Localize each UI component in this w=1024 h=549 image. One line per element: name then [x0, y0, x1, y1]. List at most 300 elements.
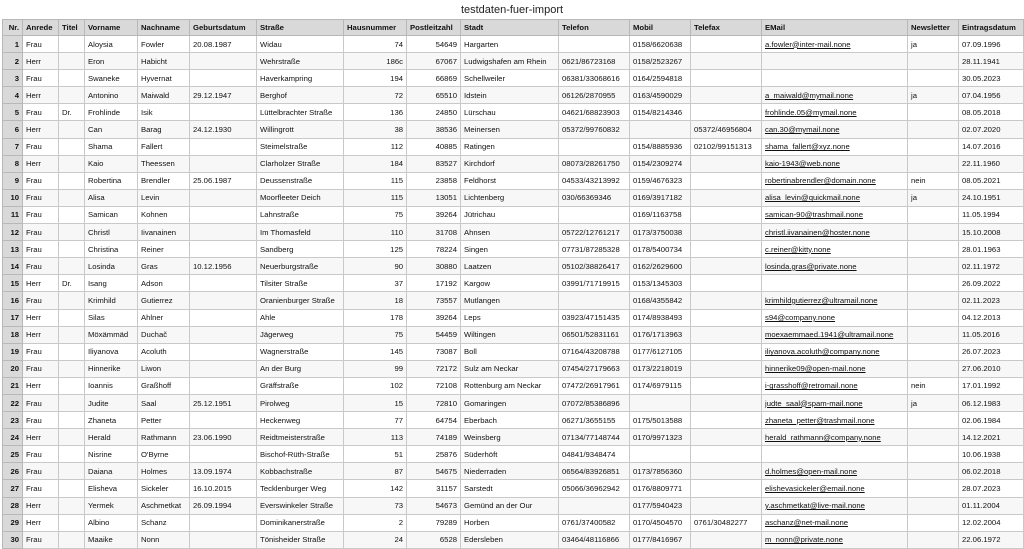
- cell-telefax[interactable]: [691, 206, 762, 223]
- cell-email[interactable]: a_maiwald@mymail.none: [762, 87, 908, 104]
- cell-nr[interactable]: 8: [3, 155, 23, 172]
- cell-eintragsdatum[interactable]: 02.11.1972: [959, 258, 1024, 275]
- cell-stadt[interactable]: Weinsberg: [461, 429, 559, 446]
- cell-mobil[interactable]: 0159/4676323: [630, 172, 691, 189]
- cell-nachname[interactable]: Maiwald: [138, 87, 190, 104]
- table-row[interactable]: [3, 394, 1024, 411]
- cell-mobil[interactable]: [630, 121, 691, 138]
- cell-stadt[interactable]: Boll: [461, 343, 559, 360]
- cell-stadt[interactable]: Niederraden: [461, 463, 559, 480]
- cell-hausnummer[interactable]: 142: [344, 480, 407, 497]
- cell-mobil[interactable]: 0176/8809771: [630, 480, 691, 497]
- cell-newsletter[interactable]: [908, 70, 959, 87]
- cell-nr[interactable]: 10: [3, 189, 23, 206]
- cell-telefon[interactable]: 030/66369346: [559, 189, 630, 206]
- cell-telefax[interactable]: [691, 531, 762, 548]
- cell-postleitzahl[interactable]: 65510: [407, 87, 461, 104]
- cell-eintragsdatum[interactable]: 06.12.1983: [959, 394, 1024, 411]
- table-row[interactable]: [3, 121, 1024, 138]
- cell-eintragsdatum[interactable]: 11.05.1994: [959, 206, 1024, 223]
- cell-stadt[interactable]: Süderhöft: [461, 446, 559, 463]
- cell-anrede[interactable]: Frau: [23, 138, 59, 155]
- cell-telefax[interactable]: [691, 36, 762, 53]
- cell-nr[interactable]: 4: [3, 87, 23, 104]
- cell-telefax[interactable]: [691, 412, 762, 429]
- cell-vorname[interactable]: Herald: [85, 429, 138, 446]
- table-row[interactable]: [3, 343, 1024, 360]
- cell-geburtsdatum[interactable]: [190, 326, 257, 343]
- cell-hausnummer[interactable]: 73: [344, 497, 407, 514]
- cell-telefax[interactable]: [691, 224, 762, 241]
- cell-titel[interactable]: [59, 309, 85, 326]
- cell-postleitzahl[interactable]: 64754: [407, 412, 461, 429]
- cell-nachname[interactable]: Levin: [138, 189, 190, 206]
- cell-newsletter[interactable]: [908, 412, 959, 429]
- cell-anrede[interactable]: Herr: [23, 53, 59, 70]
- cell-hausnummer[interactable]: 125: [344, 241, 407, 258]
- cell-postleitzahl[interactable]: 73087: [407, 343, 461, 360]
- cell-nachname[interactable]: Gras: [138, 258, 190, 275]
- table-row[interactable]: [3, 360, 1024, 377]
- column-header-nr[interactable]: Nr.: [3, 20, 23, 36]
- cell-vorname[interactable]: Kaio: [85, 155, 138, 172]
- cell-postleitzahl[interactable]: 17192: [407, 275, 461, 292]
- cell-hausnummer[interactable]: 115: [344, 189, 407, 206]
- cell-email[interactable]: frohlinde.05@mymail.none: [762, 104, 908, 121]
- cell-email[interactable]: zhaneta_petter@trashmail.none: [762, 412, 908, 429]
- cell-hausnummer[interactable]: 15: [344, 394, 407, 411]
- cell-geburtsdatum[interactable]: [190, 446, 257, 463]
- cell-eintragsdatum[interactable]: 12.02.2004: [959, 514, 1024, 531]
- cell-newsletter[interactable]: [908, 241, 959, 258]
- cell-anrede[interactable]: Frau: [23, 360, 59, 377]
- cell-vorname[interactable]: Nisrine: [85, 446, 138, 463]
- cell-telefon[interactable]: [559, 138, 630, 155]
- cell-stadt[interactable]: Lichtenberg: [461, 189, 559, 206]
- cell-titel[interactable]: [59, 377, 85, 394]
- cell-stadt[interactable]: Sarstedt: [461, 480, 559, 497]
- cell-nr[interactable]: 27: [3, 480, 23, 497]
- cell-geburtsdatum[interactable]: [190, 360, 257, 377]
- cell-stadt[interactable]: Meinersen: [461, 121, 559, 138]
- cell-stadt[interactable]: Leps: [461, 309, 559, 326]
- cell-newsletter[interactable]: [908, 258, 959, 275]
- cell-mobil[interactable]: [630, 394, 691, 411]
- cell-stra-e[interactable]: Sandberg: [257, 241, 344, 258]
- cell-anrede[interactable]: Frau: [23, 172, 59, 189]
- column-header-stra-e[interactable]: Straße: [257, 20, 344, 36]
- table-row[interactable]: [3, 172, 1024, 189]
- cell-nr[interactable]: 5: [3, 104, 23, 121]
- cell-nachname[interactable]: Sickeler: [138, 480, 190, 497]
- table-row[interactable]: [3, 206, 1024, 223]
- table-row[interactable]: [3, 104, 1024, 121]
- cell-telefon[interactable]: 04621/68823903: [559, 104, 630, 121]
- column-header-titel[interactable]: Titel: [59, 20, 85, 36]
- column-header-telefon[interactable]: Telefon: [559, 20, 630, 36]
- column-header-anrede[interactable]: Anrede: [23, 20, 59, 36]
- cell-nachname[interactable]: Adson: [138, 275, 190, 292]
- cell-newsletter[interactable]: [908, 292, 959, 309]
- cell-titel[interactable]: [59, 172, 85, 189]
- cell-vorname[interactable]: Daiana: [85, 463, 138, 480]
- cell-eintragsdatum[interactable]: 26.09.2022: [959, 275, 1024, 292]
- cell-hausnummer[interactable]: 184: [344, 155, 407, 172]
- cell-nachname[interactable]: Petter: [138, 412, 190, 429]
- cell-telefax[interactable]: [691, 87, 762, 104]
- cell-vorname[interactable]: Can: [85, 121, 138, 138]
- cell-mobil[interactable]: 0164/2594818: [630, 70, 691, 87]
- table-row[interactable]: [3, 258, 1024, 275]
- table-row[interactable]: [3, 514, 1024, 531]
- cell-geburtsdatum[interactable]: [190, 206, 257, 223]
- cell-mobil[interactable]: 0168/4355842: [630, 292, 691, 309]
- cell-email[interactable]: [762, 53, 908, 70]
- cell-anrede[interactable]: Frau: [23, 241, 59, 258]
- table-row[interactable]: [3, 275, 1024, 292]
- cell-newsletter[interactable]: [908, 224, 959, 241]
- cell-anrede[interactable]: Frau: [23, 104, 59, 121]
- cell-nachname[interactable]: Holmes: [138, 463, 190, 480]
- cell-telefax[interactable]: 0761/30482277: [691, 514, 762, 531]
- cell-email[interactable]: can.30@mymail.none: [762, 121, 908, 138]
- cell-hausnummer[interactable]: 178: [344, 309, 407, 326]
- cell-stra-e[interactable]: An der Burg: [257, 360, 344, 377]
- cell-postleitzahl[interactable]: 72108: [407, 377, 461, 394]
- cell-telefax[interactable]: [691, 309, 762, 326]
- cell-mobil[interactable]: 0169/3917182: [630, 189, 691, 206]
- cell-anrede[interactable]: Herr: [23, 429, 59, 446]
- cell-mobil[interactable]: 0169/1163758: [630, 206, 691, 223]
- cell-newsletter[interactable]: [908, 206, 959, 223]
- cell-email[interactable]: c.reiner@kitty.none: [762, 241, 908, 258]
- cell-nachname[interactable]: Fallert: [138, 138, 190, 155]
- cell-postleitzahl[interactable]: 74189: [407, 429, 461, 446]
- table-row[interactable]: [3, 480, 1024, 497]
- cell-geburtsdatum[interactable]: 26.09.1994: [190, 497, 257, 514]
- cell-anrede[interactable]: Frau: [23, 446, 59, 463]
- cell-email[interactable]: herald_rathmann@company.none: [762, 429, 908, 446]
- cell-titel[interactable]: [59, 224, 85, 241]
- cell-anrede[interactable]: Frau: [23, 224, 59, 241]
- cell-anrede[interactable]: Herr: [23, 309, 59, 326]
- cell-stadt[interactable]: Feldhorst: [461, 172, 559, 189]
- cell-email[interactable]: shama_fallert@xyz.none: [762, 138, 908, 155]
- cell-nachname[interactable]: Saal: [138, 394, 190, 411]
- cell-vorname[interactable]: Christina: [85, 241, 138, 258]
- cell-nachname[interactable]: Ahlner: [138, 309, 190, 326]
- cell-stadt[interactable]: Ratingen: [461, 138, 559, 155]
- cell-mobil[interactable]: 0170/9971323: [630, 429, 691, 446]
- cell-eintragsdatum[interactable]: 02.06.1984: [959, 412, 1024, 429]
- cell-hausnummer[interactable]: 77: [344, 412, 407, 429]
- cell-mobil[interactable]: 0158/2523267: [630, 53, 691, 70]
- cell-vorname[interactable]: Möxämmäd: [85, 326, 138, 343]
- cell-telefax[interactable]: [691, 189, 762, 206]
- cell-email[interactable]: [762, 70, 908, 87]
- cell-postleitzahl[interactable]: 78224: [407, 241, 461, 258]
- cell-telefax[interactable]: [691, 394, 762, 411]
- cell-geburtsdatum[interactable]: 13.09.1974: [190, 463, 257, 480]
- cell-nachname[interactable]: Fowler: [138, 36, 190, 53]
- cell-anrede[interactable]: Herr: [23, 377, 59, 394]
- cell-mobil[interactable]: 0178/5400734: [630, 241, 691, 258]
- cell-vorname[interactable]: Shama: [85, 138, 138, 155]
- cell-stra-e[interactable]: Tilsiter Straße: [257, 275, 344, 292]
- cell-postleitzahl[interactable]: 54459: [407, 326, 461, 343]
- cell-newsletter[interactable]: [908, 480, 959, 497]
- cell-mobil[interactable]: 0173/3750038: [630, 224, 691, 241]
- cell-telefon[interactable]: [559, 36, 630, 53]
- cell-nr[interactable]: 20: [3, 360, 23, 377]
- cell-nr[interactable]: 6: [3, 121, 23, 138]
- cell-mobil[interactable]: 0163/4590029: [630, 87, 691, 104]
- cell-hausnummer[interactable]: 51: [344, 446, 407, 463]
- cell-titel[interactable]: [59, 189, 85, 206]
- cell-eintragsdatum[interactable]: 26.07.2023: [959, 343, 1024, 360]
- cell-anrede[interactable]: Herr: [23, 514, 59, 531]
- cell-hausnummer[interactable]: 115: [344, 172, 407, 189]
- cell-newsletter[interactable]: ja: [908, 87, 959, 104]
- cell-vorname[interactable]: Frohlinde: [85, 104, 138, 121]
- cell-titel[interactable]: Dr.: [59, 104, 85, 121]
- cell-eintragsdatum[interactable]: 14.07.2016: [959, 138, 1024, 155]
- cell-newsletter[interactable]: [908, 138, 959, 155]
- cell-stadt[interactable]: Kirchdorf: [461, 155, 559, 172]
- cell-email[interactable]: christl.iivanainen@hoster.none: [762, 224, 908, 241]
- cell-stra-e[interactable]: Wagnerstraße: [257, 343, 344, 360]
- cell-newsletter[interactable]: [908, 121, 959, 138]
- cell-stadt[interactable]: Mutlangen: [461, 292, 559, 309]
- cell-geburtsdatum[interactable]: 29.12.1947: [190, 87, 257, 104]
- cell-email[interactable]: iliyanova.acoluth@company.none: [762, 343, 908, 360]
- cell-email[interactable]: m_nonn@private.none: [762, 531, 908, 548]
- cell-nr[interactable]: 19: [3, 343, 23, 360]
- cell-stadt[interactable]: Schellweiler: [461, 70, 559, 87]
- cell-nachname[interactable]: Hyvernat: [138, 70, 190, 87]
- cell-nachname[interactable]: Habicht: [138, 53, 190, 70]
- cell-telefax[interactable]: [691, 172, 762, 189]
- cell-nr[interactable]: 7: [3, 138, 23, 155]
- cell-nr[interactable]: 25: [3, 446, 23, 463]
- cell-email[interactable]: judte_saal@spam-mail.none: [762, 394, 908, 411]
- cell-nr[interactable]: 23: [3, 412, 23, 429]
- cell-geburtsdatum[interactable]: [190, 514, 257, 531]
- cell-nachname[interactable]: Reiner: [138, 241, 190, 258]
- cell-telefon[interactable]: 07072/85386896: [559, 394, 630, 411]
- cell-mobil[interactable]: 0176/1713963: [630, 326, 691, 343]
- cell-nachname[interactable]: Kohnen: [138, 206, 190, 223]
- cell-telefon[interactable]: 06381/33068616: [559, 70, 630, 87]
- cell-stadt[interactable]: Eberbach: [461, 412, 559, 429]
- column-header-vorname[interactable]: Vorname: [85, 20, 138, 36]
- cell-nr[interactable]: 13: [3, 241, 23, 258]
- cell-nr[interactable]: 15: [3, 275, 23, 292]
- cell-email[interactable]: aschanz@net-mail.none: [762, 514, 908, 531]
- cell-titel[interactable]: [59, 463, 85, 480]
- table-row[interactable]: [3, 292, 1024, 309]
- cell-stra-e[interactable]: Tönisheider Straße: [257, 531, 344, 548]
- cell-stra-e[interactable]: Ahle: [257, 309, 344, 326]
- cell-newsletter[interactable]: [908, 446, 959, 463]
- cell-stra-e[interactable]: Lahnstraße: [257, 206, 344, 223]
- table-row[interactable]: [3, 189, 1024, 206]
- cell-newsletter[interactable]: [908, 275, 959, 292]
- table-row[interactable]: [3, 326, 1024, 343]
- cell-nachname[interactable]: Brendler: [138, 172, 190, 189]
- cell-newsletter[interactable]: [908, 463, 959, 480]
- cell-stra-e[interactable]: Haverkampring: [257, 70, 344, 87]
- cell-stra-e[interactable]: Neuerburgstraße: [257, 258, 344, 275]
- cell-nachname[interactable]: Theessen: [138, 155, 190, 172]
- cell-eintragsdatum[interactable]: 24.10.1951: [959, 189, 1024, 206]
- cell-hausnummer[interactable]: 37: [344, 275, 407, 292]
- cell-eintragsdatum[interactable]: 28.01.1963: [959, 241, 1024, 258]
- cell-nr[interactable]: 1: [3, 36, 23, 53]
- cell-nr[interactable]: 17: [3, 309, 23, 326]
- cell-titel[interactable]: [59, 292, 85, 309]
- table-row[interactable]: [3, 241, 1024, 258]
- column-header-stadt[interactable]: Stadt: [461, 20, 559, 36]
- cell-titel[interactable]: [59, 514, 85, 531]
- cell-telefax[interactable]: [691, 241, 762, 258]
- cell-postleitzahl[interactable]: 31157: [407, 480, 461, 497]
- cell-stra-e[interactable]: Willingrott: [257, 121, 344, 138]
- cell-email[interactable]: hinnerike09@open-mail.none: [762, 360, 908, 377]
- cell-newsletter[interactable]: [908, 53, 959, 70]
- cell-titel[interactable]: [59, 394, 85, 411]
- column-header-hausnummer[interactable]: Hausnummer: [344, 20, 407, 36]
- cell-titel[interactable]: [59, 429, 85, 446]
- cell-stadt[interactable]: Horben: [461, 514, 559, 531]
- column-header-email[interactable]: EMail: [762, 20, 908, 36]
- cell-telefax[interactable]: [691, 104, 762, 121]
- cell-nachname[interactable]: Schanz: [138, 514, 190, 531]
- table-row[interactable]: [3, 87, 1024, 104]
- cell-telefax[interactable]: [691, 343, 762, 360]
- cell-newsletter[interactable]: [908, 497, 959, 514]
- cell-postleitzahl[interactable]: 73557: [407, 292, 461, 309]
- cell-geburtsdatum[interactable]: [190, 241, 257, 258]
- cell-eintragsdatum[interactable]: 22.06.1972: [959, 531, 1024, 548]
- cell-anrede[interactable]: Frau: [23, 189, 59, 206]
- cell-stra-e[interactable]: Steimelstraße: [257, 138, 344, 155]
- cell-telefon[interactable]: 0621/86723168: [559, 53, 630, 70]
- cell-email[interactable]: moexaemmaed.1941@ultramail.none: [762, 326, 908, 343]
- cell-hausnummer[interactable]: 136: [344, 104, 407, 121]
- cell-mobil[interactable]: 0154/8214346: [630, 104, 691, 121]
- cell-postleitzahl[interactable]: 39264: [407, 309, 461, 326]
- table-row[interactable]: [3, 138, 1024, 155]
- cell-stra-e[interactable]: Everswinkeler Straße: [257, 497, 344, 514]
- cell-titel[interactable]: [59, 326, 85, 343]
- cell-telefon[interactable]: 0761/37400582: [559, 514, 630, 531]
- cell-stra-e[interactable]: Gräffstraße: [257, 377, 344, 394]
- cell-vorname[interactable]: Silas: [85, 309, 138, 326]
- cell-nachname[interactable]: Barag: [138, 121, 190, 138]
- cell-nachname[interactable]: Rathmann: [138, 429, 190, 446]
- cell-vorname[interactable]: Yermek: [85, 497, 138, 514]
- cell-nachname[interactable]: Gutierrez: [138, 292, 190, 309]
- cell-telefon[interactable]: 05722/12761217: [559, 224, 630, 241]
- cell-telefon[interactable]: 03464/48116866: [559, 531, 630, 548]
- cell-anrede[interactable]: Herr: [23, 275, 59, 292]
- cell-anrede[interactable]: Frau: [23, 531, 59, 548]
- cell-vorname[interactable]: Isang: [85, 275, 138, 292]
- cell-geburtsdatum[interactable]: [190, 70, 257, 87]
- cell-hausnummer[interactable]: 194: [344, 70, 407, 87]
- cell-stra-e[interactable]: Heckenweg: [257, 412, 344, 429]
- cell-hausnummer[interactable]: 110: [344, 224, 407, 241]
- cell-hausnummer[interactable]: 102: [344, 377, 407, 394]
- cell-titel[interactable]: [59, 343, 85, 360]
- cell-telefon[interactable]: 04533/43213992: [559, 172, 630, 189]
- cell-telefax[interactable]: [691, 53, 762, 70]
- cell-anrede[interactable]: Herr: [23, 326, 59, 343]
- cell-stadt[interactable]: Ludwigshafen am Rhein: [461, 53, 559, 70]
- cell-vorname[interactable]: Swaneke: [85, 70, 138, 87]
- cell-telefax[interactable]: [691, 497, 762, 514]
- cell-titel[interactable]: [59, 155, 85, 172]
- cell-stra-e[interactable]: Reidtmeisterstraße: [257, 429, 344, 446]
- cell-mobil[interactable]: 0153/1345303: [630, 275, 691, 292]
- cell-telefon[interactable]: 06271/3655155: [559, 412, 630, 429]
- cell-telefax[interactable]: [691, 360, 762, 377]
- cell-stra-e[interactable]: Deussenstraße: [257, 172, 344, 189]
- cell-titel[interactable]: [59, 241, 85, 258]
- cell-stra-e[interactable]: Dominikanerstraße: [257, 514, 344, 531]
- cell-mobil[interactable]: 0175/5013588: [630, 412, 691, 429]
- cell-postleitzahl[interactable]: 31708: [407, 224, 461, 241]
- cell-telefax[interactable]: [691, 377, 762, 394]
- cell-telefon[interactable]: 07472/26917961: [559, 377, 630, 394]
- cell-mobil[interactable]: 0154/2309274: [630, 155, 691, 172]
- cell-email[interactable]: [762, 275, 908, 292]
- cell-email[interactable]: elishevasickeler@email.none: [762, 480, 908, 497]
- cell-stadt[interactable]: Ahnsen: [461, 224, 559, 241]
- cell-vorname[interactable]: Aloysia: [85, 36, 138, 53]
- cell-postleitzahl[interactable]: 25876: [407, 446, 461, 463]
- cell-email[interactable]: i-grasshoff@retromail.none: [762, 377, 908, 394]
- cell-hausnummer[interactable]: 2: [344, 514, 407, 531]
- cell-anrede[interactable]: Frau: [23, 463, 59, 480]
- cell-eintragsdatum[interactable]: 02.11.2023: [959, 292, 1024, 309]
- cell-newsletter[interactable]: [908, 104, 959, 121]
- cell-hausnummer[interactable]: 74: [344, 36, 407, 53]
- cell-postleitzahl[interactable]: 13051: [407, 189, 461, 206]
- cell-postleitzahl[interactable]: 6528: [407, 531, 461, 548]
- cell-stra-e[interactable]: Widau: [257, 36, 344, 53]
- cell-mobil[interactable]: 0162/2629600: [630, 258, 691, 275]
- cell-newsletter[interactable]: nein: [908, 172, 959, 189]
- cell-telefon[interactable]: 07134/77148744: [559, 429, 630, 446]
- cell-postleitzahl[interactable]: 30880: [407, 258, 461, 275]
- cell-telefon[interactable]: [559, 292, 630, 309]
- cell-newsletter[interactable]: [908, 531, 959, 548]
- cell-telefon[interactable]: 07454/27179663: [559, 360, 630, 377]
- cell-nr[interactable]: 11: [3, 206, 23, 223]
- cell-stra-e[interactable]: Im Thomasfeld: [257, 224, 344, 241]
- cell-eintragsdatum[interactable]: 06.02.2018: [959, 463, 1024, 480]
- cell-vorname[interactable]: Maaike: [85, 531, 138, 548]
- cell-email[interactable]: krimhildgutierrez@ultramail.none: [762, 292, 908, 309]
- column-header-newsletter[interactable]: Newsletter: [908, 20, 959, 36]
- cell-geburtsdatum[interactable]: [190, 53, 257, 70]
- cell-hausnummer[interactable]: 113: [344, 429, 407, 446]
- cell-titel[interactable]: [59, 480, 85, 497]
- cell-postleitzahl[interactable]: 72172: [407, 360, 461, 377]
- cell-mobil[interactable]: 0174/6979115: [630, 377, 691, 394]
